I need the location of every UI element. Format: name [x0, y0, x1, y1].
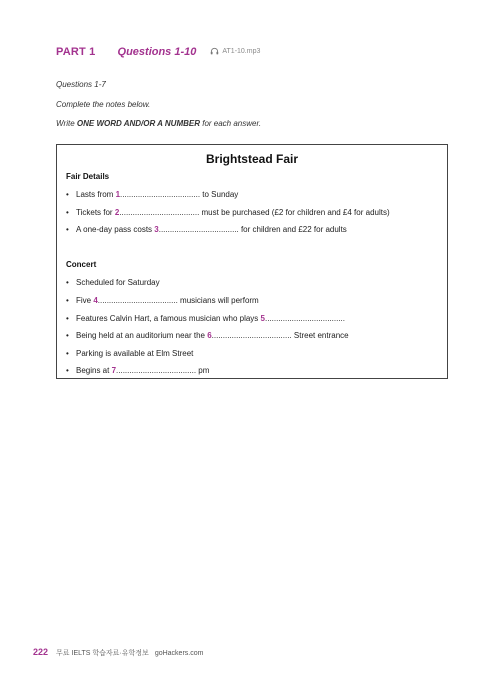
- question-number: 3: [154, 225, 159, 234]
- answer-blank[interactable]: ....................................: [264, 314, 345, 323]
- footer-text: 무료 IELTS 학습자료·유학정보: [56, 650, 149, 657]
- answer-blank[interactable]: ....................................: [119, 208, 200, 217]
- list-item: • Tickets for 2.................................... must be purchased (£2 for children and £4 for adults): [66, 208, 390, 217]
- questions-subrange: Questions 1-7: [56, 80, 106, 89]
- question-number: 2: [114, 208, 120, 217]
- list-item: • Features Calvin Hart, a famous musician who plays 5....................................: [66, 314, 345, 323]
- answer-blank[interactable]: ....................................: [158, 225, 239, 234]
- page-footer: [33, 647, 203, 658]
- questions-range-title: Questions 1-10: [117, 46, 197, 58]
- part-header: [56, 46, 260, 58]
- answer-blank[interactable]: ....................................: [211, 331, 292, 340]
- audio-track: [210, 47, 260, 55]
- page-number: 222: [33, 647, 49, 657]
- question-number: 6: [207, 331, 212, 340]
- list-item: • Parking is available at Elm Street: [66, 349, 194, 358]
- list-item: • Five 4.................................... musicians will perform: [66, 296, 259, 305]
- question-number: 7: [111, 366, 117, 375]
- section-heading-fair-details: Fair Details: [66, 172, 110, 181]
- list-item: • Begins at 7.................................... pm: [66, 366, 210, 375]
- notes-box: [56, 144, 448, 379]
- list-item: • Lasts from 1.................................... to Sunday: [66, 190, 239, 199]
- answer-limit-instruction: Write ONE WORD AND/OR A NUMBER for each answer.: [56, 119, 262, 128]
- question-number: 5: [260, 314, 265, 323]
- answer-limit-bold: ONE WORD AND/OR A NUMBER: [76, 119, 200, 128]
- part-label: PART 1: [56, 46, 96, 58]
- answer-blank[interactable]: ....................................: [116, 366, 197, 375]
- question-number: 1: [115, 190, 121, 199]
- headphone-icon: [210, 47, 219, 55]
- audio-file-label: AT1-10.mp3: [222, 47, 261, 55]
- footer-site-link[interactable]: goHackers.com: [154, 650, 204, 657]
- section-heading-concert: Concert: [66, 260, 97, 269]
- question-number: 4: [93, 296, 98, 305]
- answer-blank[interactable]: ....................................: [120, 190, 201, 199]
- notes-title: Brightstead Fair: [205, 152, 298, 166]
- task-instruction: Complete the notes below.: [56, 100, 151, 109]
- list-item: • Scheduled for Saturday: [66, 278, 160, 287]
- list-item: • Being held at an auditorium near the 6.................................... Street entrance: [66, 331, 349, 340]
- list-item: • A one-day pass costs 3.................................... for children and £22 for adults: [66, 225, 347, 234]
- answer-blank[interactable]: ....................................: [97, 296, 178, 305]
